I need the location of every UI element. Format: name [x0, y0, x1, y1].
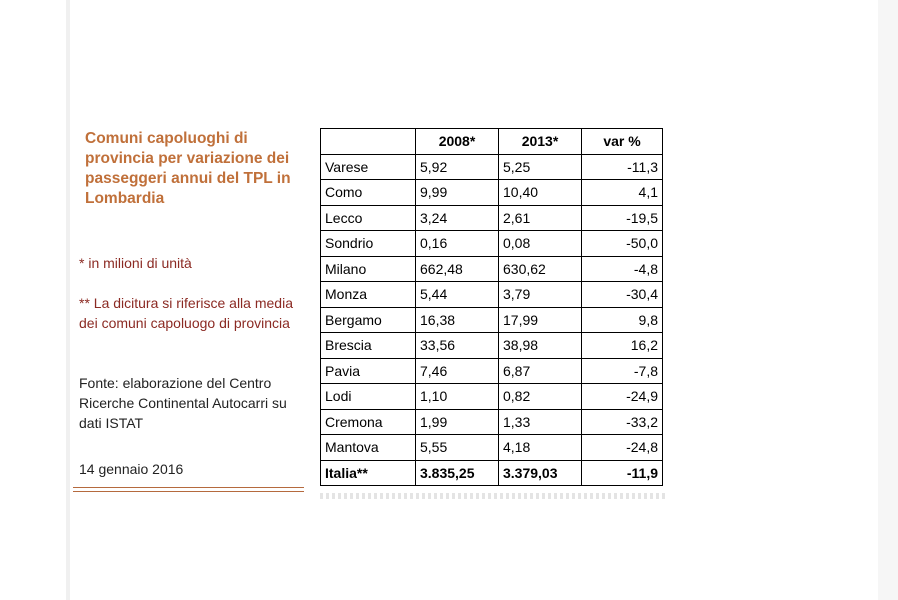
cell-cit: Lodi	[321, 384, 416, 410]
cell-var: -19,5	[582, 205, 663, 231]
cell-2008: 0,16	[416, 231, 499, 257]
cell-var: -33,2	[582, 409, 663, 435]
cell-2013: 17,99	[499, 307, 582, 333]
right-margin	[878, 0, 898, 600]
cell-2008: 16,38	[416, 307, 499, 333]
cell-var: -11,3	[582, 154, 663, 180]
cell-var: -4,8	[582, 256, 663, 282]
cell-cit: Como	[321, 180, 416, 206]
cell-var: 9,8	[582, 307, 663, 333]
table-row	[321, 282, 663, 308]
source-note: Fonte: elaborazione del Centro Ricerche Continental Autocarri su dati ISTAT	[79, 375, 287, 431]
cell-cit: Brescia	[321, 333, 416, 359]
cell-2013: 3,79	[499, 282, 582, 308]
cell-2013: 5,25	[499, 154, 582, 180]
italia-note: ** La dicitura si riferisce alla media dei comuni capoluogo di provincia	[79, 295, 293, 331]
cell-var: -7,8	[582, 358, 663, 384]
header-2008: 2008*	[416, 129, 499, 155]
table-row-total	[321, 460, 663, 486]
passengers-table	[320, 128, 663, 486]
cell-cit: Sondrio	[321, 231, 416, 257]
cell-var: 16,2	[582, 333, 663, 359]
left-margin	[0, 0, 68, 600]
table-row	[321, 154, 663, 180]
cell-var: -11,9	[582, 460, 663, 486]
cell-var: -24,8	[582, 435, 663, 461]
cell-2013: 3.379,03	[499, 460, 582, 486]
cell-var: -50,0	[582, 231, 663, 257]
cell-var: -30,4	[582, 282, 663, 308]
cell-2013: 1,33	[499, 409, 582, 435]
cell-cit: Monza	[321, 282, 416, 308]
cell-2013: 0,08	[499, 231, 582, 257]
cell-2008: 7,46	[416, 358, 499, 384]
table-row	[321, 307, 663, 333]
slide-title: Comuni capoluoghi di provincia per variazione dei passeggeri annui del TPL in Lombardia	[85, 130, 291, 207]
table-row	[321, 333, 663, 359]
units-note: * in milioni di unità	[79, 255, 192, 271]
cell-2008: 9,99	[416, 180, 499, 206]
cell-cit: Pavia	[321, 358, 416, 384]
table-cropped-caption	[320, 493, 666, 499]
table-row	[321, 231, 663, 257]
cell-2008: 1,99	[416, 409, 499, 435]
cell-2008: 1,10	[416, 384, 499, 410]
cell-2013: 6,87	[499, 358, 582, 384]
cell-2013: 4,18	[499, 435, 582, 461]
cell-cit: Cremona	[321, 409, 416, 435]
table-row	[321, 180, 663, 206]
cell-2013: 0,82	[499, 384, 582, 410]
table-row	[321, 435, 663, 461]
cell-2013: 2,61	[499, 205, 582, 231]
footer-divider	[73, 487, 304, 492]
cell-2008: 3.835,25	[416, 460, 499, 486]
header-2013: 2013*	[499, 129, 582, 155]
table-row	[321, 256, 663, 282]
cell-cit: Milano	[321, 256, 416, 282]
cell-2008: 5,44	[416, 282, 499, 308]
header-var: var %	[582, 129, 663, 155]
table-row	[321, 205, 663, 231]
cell-2008: 3,24	[416, 205, 499, 231]
cell-2008: 5,55	[416, 435, 499, 461]
cell-2013: 38,98	[499, 333, 582, 359]
cell-cit: Varese	[321, 154, 416, 180]
cell-2008: 5,92	[416, 154, 499, 180]
slide-date: 14 gennaio 2016	[79, 461, 184, 477]
cell-var: -24,9	[582, 384, 663, 410]
cell-city: Italia**	[321, 460, 416, 486]
table-body	[321, 154, 663, 486]
header-city	[321, 129, 416, 155]
table-row	[321, 384, 663, 410]
cell-2008: 662,48	[416, 256, 499, 282]
table-header-row	[321, 129, 663, 155]
cell-2013: 630,62	[499, 256, 582, 282]
cell-cit: Mantova	[321, 435, 416, 461]
table-row	[321, 409, 663, 435]
cell-2008: 33,56	[416, 333, 499, 359]
cell-var: 4,1	[582, 180, 663, 206]
cell-2013: 10,40	[499, 180, 582, 206]
cell-cit: Lecco	[321, 205, 416, 231]
table-row	[321, 358, 663, 384]
cell-cit: Bergamo	[321, 307, 416, 333]
